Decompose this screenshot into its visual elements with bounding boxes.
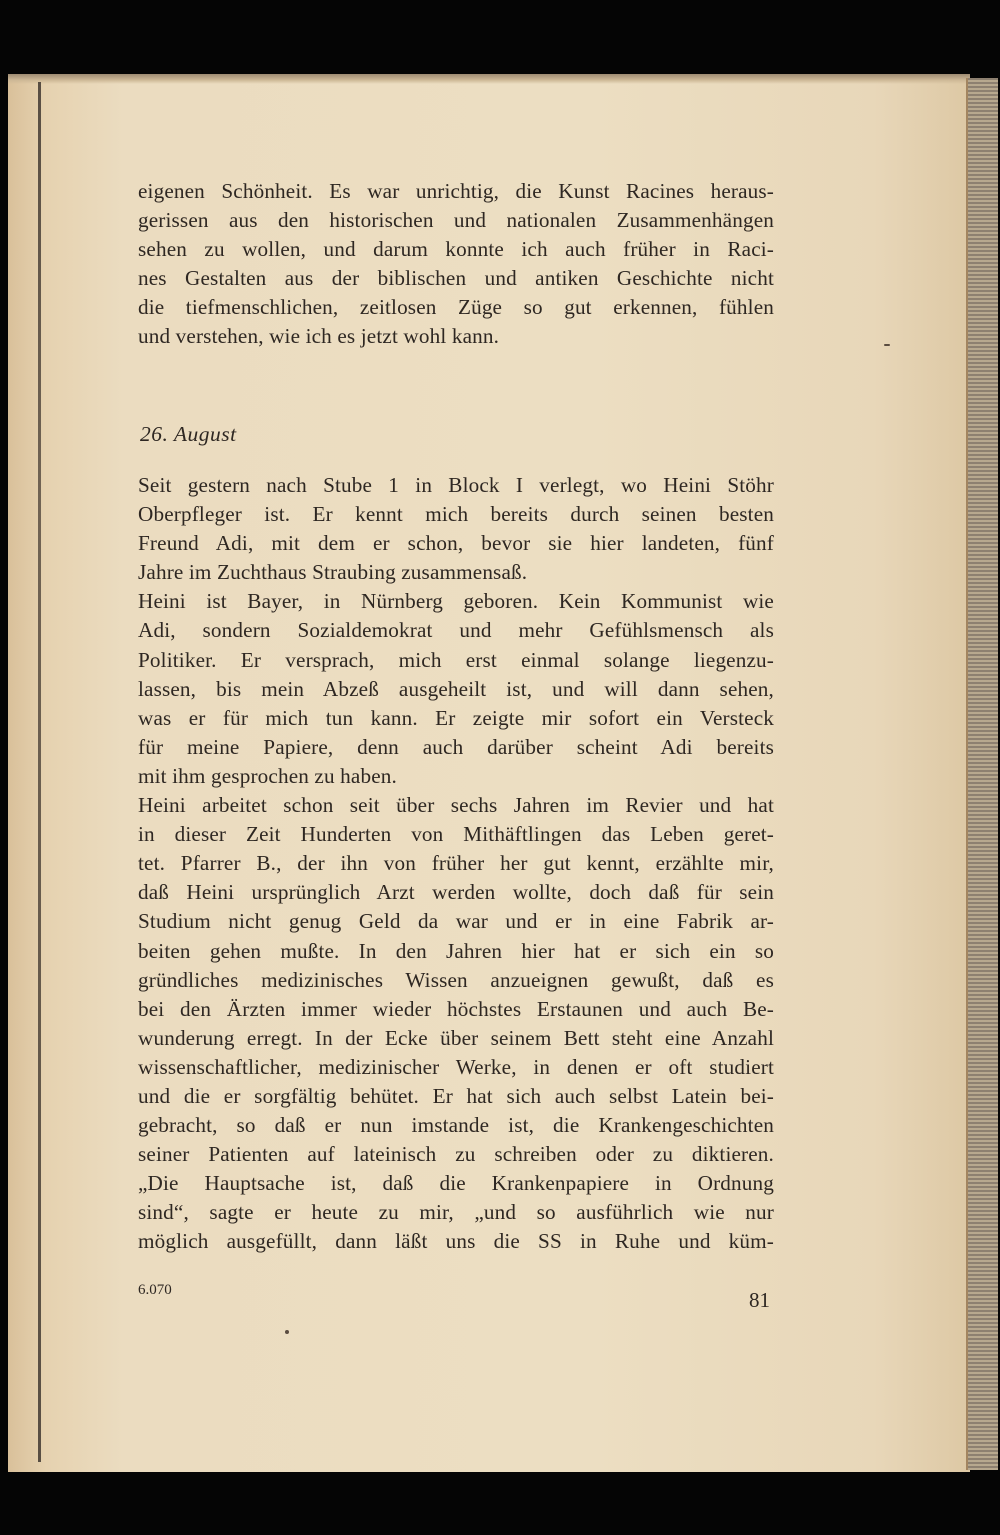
text-line: und die er sorgfältig behütet. Er hat sich auch selbst Latein bei-: [138, 1083, 774, 1108]
text-line: seiner Patienten auf lateinisch zu schreiben oder zu diktieren.: [138, 1142, 774, 1167]
text-line: die tiefmenschlichen, zeitlosen Züge so gut erkennen, fühlen: [138, 295, 774, 320]
text-line: gerissen aus den historischen und nationalen Zusammenhängen: [138, 208, 774, 233]
text-line: sind“, sagte er heute zu mir, „und so ausführlich wie nur: [138, 1200, 774, 1225]
text-line: „Die Hauptsache ist, daß die Krankenpapiere in Ordnung: [138, 1171, 774, 1196]
text-line: bei den Ärzten immer wieder höchstes Erstaunen und auch Be-: [138, 996, 774, 1021]
text-line: Freund Adi, mit dem er schon, bevor sie hier landeten, fünf: [138, 531, 774, 556]
text-line: eigenen Schönheit. Es war unrichtig, die Kunst Racines heraus-: [138, 179, 774, 203]
text-line: was er für mich tun kann. Er zeigte mir sofort ein Versteck: [138, 705, 774, 730]
page-binding-edge: [38, 82, 41, 1462]
text-line: lassen, bis mein Abzeß ausgeheilt ist, und will dann sehen,: [138, 676, 774, 701]
text-line: wissenschaftlicher, medizinischer Werke, in denen er oft studiert: [138, 1054, 774, 1079]
text-line: Jahre im Zuchthaus Straubing zusammensaß.: [138, 560, 528, 585]
text-line: nes Gestalten aus der biblischen und antiken Geschichte nicht: [138, 266, 774, 291]
text-line: in dieser Zeit Hunderten von Mithäftlingen das Leben geret-: [138, 822, 774, 847]
text-line: sehen zu wollen, und darum konnte ich auch früher in Raci-: [138, 237, 774, 262]
text-line: und verstehen, wie ich es jetzt wohl kann.: [138, 324, 500, 349]
text-line: Politiker. Er versprach, mich erst einmal solange liegenzu-: [138, 647, 774, 672]
text-line: Adi, sondern Sozialdemokrat und mehr Gefühlsmensch als: [138, 618, 774, 643]
text-line: wunderung erregt. In der Ecke über seinem Bett steht eine Anzahl: [138, 1025, 774, 1050]
text-line: Seit gestern nach Stube 1 in Block I verlegt, wo Heini Stöhr: [138, 473, 774, 497]
page-number: 81: [749, 1288, 770, 1312]
text-line: beiten gehen mußte. In den Jahren hier hat er sich ein so: [138, 938, 774, 963]
page-stack-edge: [968, 78, 998, 1470]
text-line: Heini ist Bayer, in Nürnberg geboren. Kein Kommunist wie: [138, 589, 774, 614]
text-line: für meine Papiere, denn auch darüber scheint Adi bereits: [138, 734, 774, 759]
paper-speck: [285, 1330, 289, 1334]
text-line: gründliches medizinisches Wissen anzueignen gewußt, daß es: [138, 967, 774, 992]
text-line: möglich ausgefüllt, dann läßt uns die SS in Ruhe und küm-: [138, 1229, 774, 1254]
text-line: Oberpfleger ist. Er kennt mich bereits durch seinen besten: [138, 502, 774, 527]
text-line: daß Heini ursprünglich Arzt werden wollte, doch daß für sein: [138, 880, 774, 905]
text-line: gebracht, so daß er nun imstande ist, die Krankengeschichten: [138, 1113, 774, 1138]
text-line: tet. Pfarrer B., der ihn von früher her gut kennt, erzählte mir,: [138, 851, 774, 876]
text-line: Studium nicht genug Geld da war und er in eine Fabrik ar-: [138, 909, 774, 934]
printer-signature-code: 6.070: [138, 1282, 172, 1298]
paragraph-continued: [138, 177, 774, 352]
diary-entry-body: [138, 471, 774, 1257]
paper-speck: [884, 344, 890, 346]
text-line: mit ihm gesprochen zu haben.: [138, 763, 397, 788]
text-line: Heini arbeitet schon seit über sechs Jahren im Revier und hat: [138, 793, 774, 818]
entry-date-heading: 26. August: [140, 422, 237, 446]
